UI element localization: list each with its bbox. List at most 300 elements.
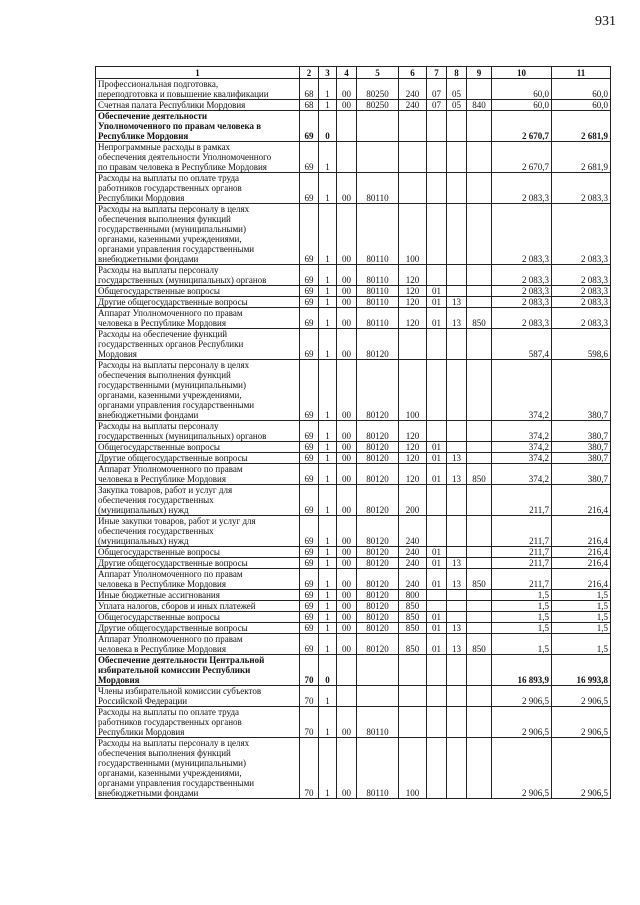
code-admin [467,79,492,100]
code-subchapter: 13 [447,453,467,464]
code-chapter [427,601,447,612]
code-admin [467,421,492,442]
column-header: 7 [427,67,447,79]
amount-year-2: 2 906,5 [552,738,611,799]
amount-year-2: 60,0 [552,79,611,100]
code-direction: 80120 [357,623,399,634]
amount-year-1: 1,5 [492,623,552,634]
code-expense-type: 800 [399,590,427,601]
amount-year-2: 1,5 [552,612,611,623]
code-direction [357,142,399,173]
code-direction: 80110 [357,297,399,308]
code-direction: 80120 [357,360,399,421]
code-section: 69 [300,111,319,142]
code-direction: 80110 [357,286,399,297]
code-section: 69 [300,360,319,421]
amount-year-1: 2 906,5 [492,686,552,707]
amount-year-2: 216,4 [552,516,611,547]
table-row [96,142,611,173]
table-row [96,308,611,329]
row-name: Общегосударственные вопросы [96,547,300,558]
code-admin [467,590,492,601]
amount-year-1: 211,7 [492,569,552,590]
table-row [96,286,611,297]
table-row [96,612,611,623]
code-expense-type [399,173,427,204]
code-subchapter [447,442,467,453]
code-section: 69 [300,601,319,612]
code-chapter: 01 [427,634,447,655]
code-admin [467,442,492,453]
table-row [96,516,611,547]
amount-year-1: 1,5 [492,590,552,601]
code-subchapter [447,204,467,265]
code-admin: 840 [467,100,492,111]
table-row [96,634,611,655]
code-subsection: 1 [319,286,337,297]
code-program [337,655,357,686]
code-subsection: 1 [319,297,337,308]
amount-year-1: 374,2 [492,464,552,485]
code-subsection: 1 [319,558,337,569]
code-expense-type [399,142,427,173]
code-subchapter [447,686,467,707]
code-expense-type: 240 [399,516,427,547]
code-chapter [427,516,447,547]
table-row [96,173,611,204]
amount-year-1: 60,0 [492,79,552,100]
code-expense-type [399,655,427,686]
amount-year-1: 374,2 [492,442,552,453]
code-section: 69 [300,612,319,623]
code-program: 00 [337,308,357,329]
column-header: 11 [552,67,611,79]
code-expense-type: 240 [399,79,427,100]
code-direction: 80120 [357,601,399,612]
code-program: 00 [337,707,357,738]
code-expense-type: 100 [399,360,427,421]
code-subchapter [447,142,467,173]
code-subsection: 1 [319,516,337,547]
code-program: 00 [337,590,357,601]
code-chapter: 01 [427,297,447,308]
code-subchapter [447,286,467,297]
code-section: 69 [300,286,319,297]
code-expense-type: 120 [399,308,427,329]
amount-year-2: 2 906,5 [552,686,611,707]
code-direction: 80250 [357,79,399,100]
code-chapter [427,265,447,286]
code-admin [467,655,492,686]
code-chapter [427,686,447,707]
code-subsection: 0 [319,111,337,142]
code-chapter [427,173,447,204]
amount-year-2: 16 993,8 [552,655,611,686]
code-subchapter: 13 [447,297,467,308]
code-expense-type [399,111,427,142]
row-name: Счетная палата Республики Мордовия [96,100,300,111]
code-section: 69 [300,421,319,442]
code-program: 00 [337,360,357,421]
row-name: Члены избирательной комиссии субъектов Российской Федерации [96,686,300,707]
code-program: 00 [337,485,357,516]
amount-year-1: 2 083,3 [492,286,552,297]
code-subchapter [447,547,467,558]
amount-year-1: 374,2 [492,421,552,442]
code-subsection: 1 [319,612,337,623]
code-program: 00 [337,634,357,655]
table-row [96,360,611,421]
table-row [96,79,611,100]
amount-year-1: 374,2 [492,360,552,421]
row-name: Расходы на обеспечение функций государственных органов Республики Мордовия [96,329,300,360]
code-program: 00 [337,601,357,612]
code-section: 70 [300,738,319,799]
amount-year-2: 598,6 [552,329,611,360]
code-expense-type: 240 [399,569,427,590]
code-section: 69 [300,204,319,265]
code-section: 69 [300,442,319,453]
code-program: 00 [337,453,357,464]
amount-year-2: 2 083,3 [552,286,611,297]
code-program: 00 [337,623,357,634]
table-row [96,204,611,265]
code-subsection: 1 [319,738,337,799]
code-program: 00 [337,612,357,623]
code-program [337,142,357,173]
code-chapter [427,329,447,360]
amount-year-2: 2 083,3 [552,204,611,265]
amount-year-2: 60,0 [552,100,611,111]
row-name: Общегосударственные вопросы [96,442,300,453]
row-name: Общегосударственные вопросы [96,286,300,297]
code-admin [467,601,492,612]
code-admin [467,547,492,558]
column-header: 1 [96,67,300,79]
row-name: Другие общегосударственные вопросы [96,453,300,464]
table-row [96,265,611,286]
column-header: 6 [399,67,427,79]
code-program: 00 [337,286,357,297]
code-admin [467,707,492,738]
column-header: 5 [357,67,399,79]
code-expense-type: 240 [399,558,427,569]
amount-year-2: 2 681,9 [552,111,611,142]
row-name: Аппарат Уполномоченного по правам человека в Республике Мордовия [96,634,300,655]
code-program: 00 [337,442,357,453]
code-program [337,111,357,142]
code-direction: 80120 [357,612,399,623]
column-header: 10 [492,67,552,79]
table-row [96,590,611,601]
code-chapter: 01 [427,558,447,569]
code-subchapter [447,360,467,421]
amount-year-2: 2 083,3 [552,265,611,286]
amount-year-1: 2 906,5 [492,738,552,799]
code-subsection: 1 [319,421,337,442]
code-subsection: 1 [319,173,337,204]
row-name: Общегосударственные вопросы [96,612,300,623]
amount-year-2: 2 083,3 [552,173,611,204]
table-row [96,100,611,111]
amount-year-1: 2 083,3 [492,173,552,204]
code-subsection: 1 [319,601,337,612]
code-subsection: 1 [319,142,337,173]
code-direction: 80120 [357,442,399,453]
code-admin [467,558,492,569]
code-section: 69 [300,265,319,286]
code-direction: 80110 [357,204,399,265]
code-chapter: 01 [427,569,447,590]
amount-year-1: 1,5 [492,601,552,612]
code-subchapter [447,485,467,516]
code-admin: 850 [467,634,492,655]
amount-year-1: 2 083,3 [492,265,552,286]
row-name: Расходы на выплаты персоналу в целях обеспечения выполнения функций государственными (муниципальными) органами, казенными учреждениями, органами управления государственными внебюджетными фондами [96,360,300,421]
row-name: Расходы на выплаты персоналу государственных (муниципальных) органов [96,421,300,442]
amount-year-2: 2 083,3 [552,297,611,308]
code-direction: 80120 [357,421,399,442]
code-expense-type: 120 [399,297,427,308]
code-chapter: 01 [427,442,447,453]
code-section: 69 [300,464,319,485]
code-subsection: 1 [319,100,337,111]
code-subsection: 1 [319,634,337,655]
code-admin [467,623,492,634]
code-subchapter: 05 [447,79,467,100]
code-subsection: 1 [319,485,337,516]
code-program: 00 [337,547,357,558]
code-subchapter: 13 [447,623,467,634]
table-row [96,442,611,453]
row-name: Расходы на выплаты по оплате труда работников государственных органов Республики Мордовия [96,707,300,738]
amount-year-1: 2 083,3 [492,204,552,265]
code-section: 69 [300,142,319,173]
column-header: 9 [467,67,492,79]
code-direction: 80120 [357,547,399,558]
code-subsection: 1 [319,623,337,634]
table-row [96,297,611,308]
code-subsection: 1 [319,569,337,590]
code-direction: 80120 [357,453,399,464]
code-chapter: 01 [427,453,447,464]
code-section: 69 [300,634,319,655]
code-program: 00 [337,464,357,485]
amount-year-1: 211,7 [492,558,552,569]
code-direction: 80110 [357,738,399,799]
amount-year-1: 2 906,5 [492,707,552,738]
code-chapter [427,707,447,738]
code-expense-type: 120 [399,453,427,464]
amount-year-2: 380,7 [552,464,611,485]
code-subsection: 1 [319,329,337,360]
code-subsection: 1 [319,360,337,421]
code-program [337,686,357,707]
code-subsection: 1 [319,442,337,453]
code-expense-type [399,686,427,707]
code-program: 00 [337,297,357,308]
code-section: 69 [300,329,319,360]
row-name: Расходы на выплаты по оплате труда работников государственных органов Республики Мордовия [96,173,300,204]
amount-year-2: 1,5 [552,634,611,655]
code-program: 00 [337,100,357,111]
code-direction: 80120 [357,634,399,655]
code-subsection: 1 [319,547,337,558]
code-admin [467,142,492,173]
table-row [96,707,611,738]
amount-year-2: 380,7 [552,360,611,421]
code-chapter [427,111,447,142]
code-subchapter: 13 [447,634,467,655]
budget-table [95,66,611,799]
code-admin [467,612,492,623]
code-direction: 80110 [357,308,399,329]
amount-year-2: 380,7 [552,442,611,453]
code-section: 69 [300,558,319,569]
code-direction: 80110 [357,707,399,738]
code-expense-type: 240 [399,100,427,111]
code-subchapter [447,601,467,612]
table-row [96,485,611,516]
code-expense-type: 120 [399,464,427,485]
amount-year-1: 2 670,7 [492,142,552,173]
code-admin [467,111,492,142]
amount-year-2: 1,5 [552,590,611,601]
row-name: Обеспечение деятельности Центральной избирательной комиссии Республики Мордовия [96,655,300,686]
table-row [96,623,611,634]
code-subsection: 1 [319,464,337,485]
code-program: 00 [337,558,357,569]
code-subchapter [447,655,467,686]
code-direction: 80110 [357,173,399,204]
code-admin [467,297,492,308]
amount-year-1: 587,4 [492,329,552,360]
code-chapter [427,485,447,516]
code-subchapter [447,265,467,286]
code-direction [357,686,399,707]
table-row [96,686,611,707]
amount-year-2: 1,5 [552,623,611,634]
code-chapter: 07 [427,100,447,111]
code-admin [467,516,492,547]
code-admin [467,686,492,707]
code-expense-type: 850 [399,634,427,655]
code-direction: 80110 [357,265,399,286]
code-subsection: 1 [319,265,337,286]
table-row [96,111,611,142]
code-subchapter: 05 [447,100,467,111]
amount-year-1: 211,7 [492,547,552,558]
row-name: Другие общегосударственные вопросы [96,623,300,634]
column-header: 8 [447,67,467,79]
amount-year-1: 16 893,9 [492,655,552,686]
code-program: 00 [337,738,357,799]
code-direction: 80120 [357,464,399,485]
code-chapter: 01 [427,286,447,297]
table-row [96,738,611,799]
code-direction: 80120 [357,329,399,360]
code-admin [467,485,492,516]
code-subchapter [447,173,467,204]
amount-year-2: 2 906,5 [552,707,611,738]
amount-year-2: 2 083,3 [552,308,611,329]
code-admin [467,453,492,464]
code-subsection: 1 [319,204,337,265]
amount-year-1: 211,7 [492,485,552,516]
code-section: 69 [300,173,319,204]
code-section: 68 [300,79,319,100]
code-expense-type: 120 [399,286,427,297]
amount-year-1: 60,0 [492,100,552,111]
amount-year-1: 1,5 [492,634,552,655]
table-row [96,569,611,590]
code-subchapter [447,590,467,601]
code-subsection: 1 [319,590,337,601]
code-admin [467,329,492,360]
code-direction: 80120 [357,516,399,547]
code-program: 00 [337,421,357,442]
amount-year-1: 211,7 [492,516,552,547]
code-subsection: 1 [319,308,337,329]
code-admin [467,738,492,799]
code-program: 00 [337,265,357,286]
code-admin [467,265,492,286]
table-row [96,464,611,485]
amount-year-1: 2 083,3 [492,308,552,329]
code-section: 69 [300,308,319,329]
column-header: 2 [300,67,319,79]
code-subchapter [447,707,467,738]
code-subsection: 1 [319,453,337,464]
row-name: Уплата налогов, сборов и иных платежей [96,601,300,612]
code-admin [467,360,492,421]
code-section: 69 [300,547,319,558]
row-name: Аппарат Уполномоченного по правам человека в Республике Мордовия [96,569,300,590]
code-section: 68 [300,100,319,111]
code-program: 00 [337,516,357,547]
code-expense-type: 240 [399,547,427,558]
code-chapter: 01 [427,547,447,558]
code-subchapter: 13 [447,464,467,485]
code-subsection: 0 [319,655,337,686]
code-chapter: 07 [427,79,447,100]
amount-year-2: 216,4 [552,558,611,569]
table-row [96,421,611,442]
code-admin [467,204,492,265]
code-subchapter [447,111,467,142]
code-subsection: 1 [319,79,337,100]
code-section: 69 [300,297,319,308]
code-direction: 80120 [357,569,399,590]
code-direction [357,111,399,142]
row-name: Аппарат Уполномоченного по правам человека в Республике Мордовия [96,308,300,329]
code-section: 69 [300,516,319,547]
code-program: 00 [337,569,357,590]
code-chapter [427,360,447,421]
row-name: Иные закупки товаров, работ и услуг для обеспечения государственных (муниципальных) нужд [96,516,300,547]
code-chapter [427,738,447,799]
code-expense-type: 100 [399,738,427,799]
code-direction: 80250 [357,100,399,111]
code-program: 00 [337,173,357,204]
code-section: 69 [300,569,319,590]
row-name: Обеспечение деятельности Уполномоченного по правам человека в Республике Мордовия [96,111,300,142]
row-name: Другие общегосударственные вопросы [96,558,300,569]
code-admin: 850 [467,308,492,329]
code-section: 70 [300,686,319,707]
column-header: 4 [337,67,357,79]
code-section: 70 [300,707,319,738]
